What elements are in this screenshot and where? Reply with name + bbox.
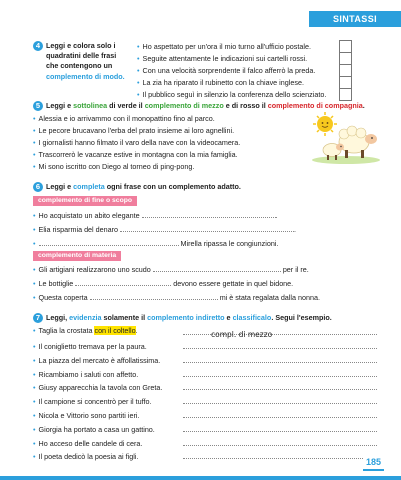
list-item: • Il pubblico seguì in silenzio la conferenza dello scienziato. — [137, 90, 327, 99]
answer-blank[interactable] — [153, 265, 281, 272]
list-item: • Ho acquistato un abito elegante . — [33, 211, 278, 220]
list-item: • La zia ha riparato il rubinetto con la chiave inglese. — [137, 78, 304, 87]
answer-blank[interactable] — [39, 239, 179, 246]
ex7-instructions: 7 Leggi, evidenzia solamente il complemento indiretto e classificalo. Segui l'esempio. — [33, 313, 332, 323]
answer-blank[interactable] — [120, 225, 294, 232]
list-item: • Il poeta dedicò la poesia ai figli. — [33, 452, 139, 462]
list-item: • Il campione si concentrò per il tuffo. — [33, 397, 152, 407]
ex7-number: 7 — [33, 313, 43, 323]
example-highlight: con il coltello — [94, 326, 136, 335]
ex4-instr-line: quadratini delle frasi — [46, 51, 117, 61]
list-item: • Nicola e Vittorio sono partiti ieri. — [33, 410, 140, 420]
list-item: • Ho acceso delle candele di cera. — [33, 438, 143, 448]
answer-line[interactable] — [183, 381, 377, 390]
answer-line[interactable] — [183, 340, 377, 349]
list-item: • Ho aspettato per un'ora il mio turno all'ufficio postale. — [137, 42, 311, 51]
ex5-instructions: 5 Leggi e sottolinea di verde il complemento di mezzo e di rosso il complemento di compagnia. — [33, 101, 365, 111]
list-item: • Elia risparmia del denaro . — [33, 225, 297, 234]
list-item: • Alessia e io arrivammo con il monopattino fino al parco. — [33, 114, 215, 123]
example-answer-line — [183, 324, 377, 339]
list-item: • Mirella ripassa le congiunzioni. — [33, 239, 279, 248]
color-checkbox[interactable] — [339, 88, 352, 101]
list-item: • Trascorrerò le vacanze estive in montagna con la mia famiglia. — [33, 150, 238, 159]
answer-line[interactable] — [183, 368, 377, 377]
list-item: • La piazza del mercato è affollatissima. — [33, 355, 161, 365]
sheep-illustration — [312, 112, 380, 164]
answer-line[interactable] — [183, 395, 377, 404]
answer-line[interactable] — [183, 423, 377, 432]
answer-line[interactable] — [183, 437, 377, 446]
sheep-icon — [339, 126, 377, 158]
ex6-instructions: 6 Leggi e completa ogni frase con un complemento adatto. — [33, 182, 241, 192]
page-number: 185 — [363, 456, 384, 471]
list-item: • Le bottiglie devono essere gettate in quel bidone. — [33, 279, 294, 288]
ex7-list — [33, 340, 162, 464]
example-answer: compl. di mezzo — [211, 330, 273, 339]
example-item: • Taglia la crostata con il coltello. — [33, 326, 138, 335]
ex5-list — [33, 113, 240, 173]
ex4-instr-line: complemento di modo. — [46, 71, 125, 81]
ex6-number: 6 — [33, 182, 43, 192]
section-tab: SINTASSI — [309, 11, 401, 27]
answer-blank[interactable] — [75, 279, 171, 286]
fine-scopo-header: complemento di fine o scopo — [33, 196, 137, 206]
ex4-instr-line: che contengono un — [46, 61, 113, 71]
list-item: • Questa coperta mi è stata regalata dalla nonna. — [33, 293, 320, 302]
list-item: • Il coniglietto tremava per la paura. — [33, 342, 147, 351]
page-footer-bar — [0, 476, 401, 480]
list-item: • Mi sono iscritto con Diego al torneo di ping-pong. — [33, 162, 195, 171]
answer-blank[interactable] — [142, 211, 276, 218]
list-item: • I giornalisti hanno filmato il varo della nave con la videocamera. — [33, 138, 241, 147]
list-item: • Con una velocità sorprendente il falco afferrò la preda. — [137, 66, 316, 75]
list-item: • Le pecore brucavano l'erba del prato insieme ai loro agnellini. — [33, 126, 235, 135]
answer-line[interactable] — [183, 409, 377, 418]
ex4-instructions — [33, 41, 133, 82]
list-item: • Gli artigiani realizzarono uno scudo per il re. — [33, 265, 309, 274]
ex5-number: 5 — [33, 101, 43, 111]
answer-blank[interactable] — [90, 293, 218, 300]
list-item: • Giusy apparecchia la tavola con Greta. — [33, 383, 163, 393]
answer-line[interactable] — [183, 354, 377, 363]
list-item: • Giorgia ha portato a casa un gattino. — [33, 424, 155, 434]
ex4-instr-line: Leggi e colora solo i — [46, 41, 116, 50]
materia-header: complemento di materia — [33, 251, 121, 261]
answer-line[interactable] — [183, 450, 377, 459]
list-item: • Seguite attentamente le indicazioni sui cartelli rossi. — [137, 54, 308, 63]
list-item: • Ricambiamo i saluti con affetto. — [33, 369, 139, 379]
ex4-number: 4 — [33, 41, 43, 51]
ex4-list — [137, 41, 326, 101]
sun-icon — [313, 112, 337, 136]
